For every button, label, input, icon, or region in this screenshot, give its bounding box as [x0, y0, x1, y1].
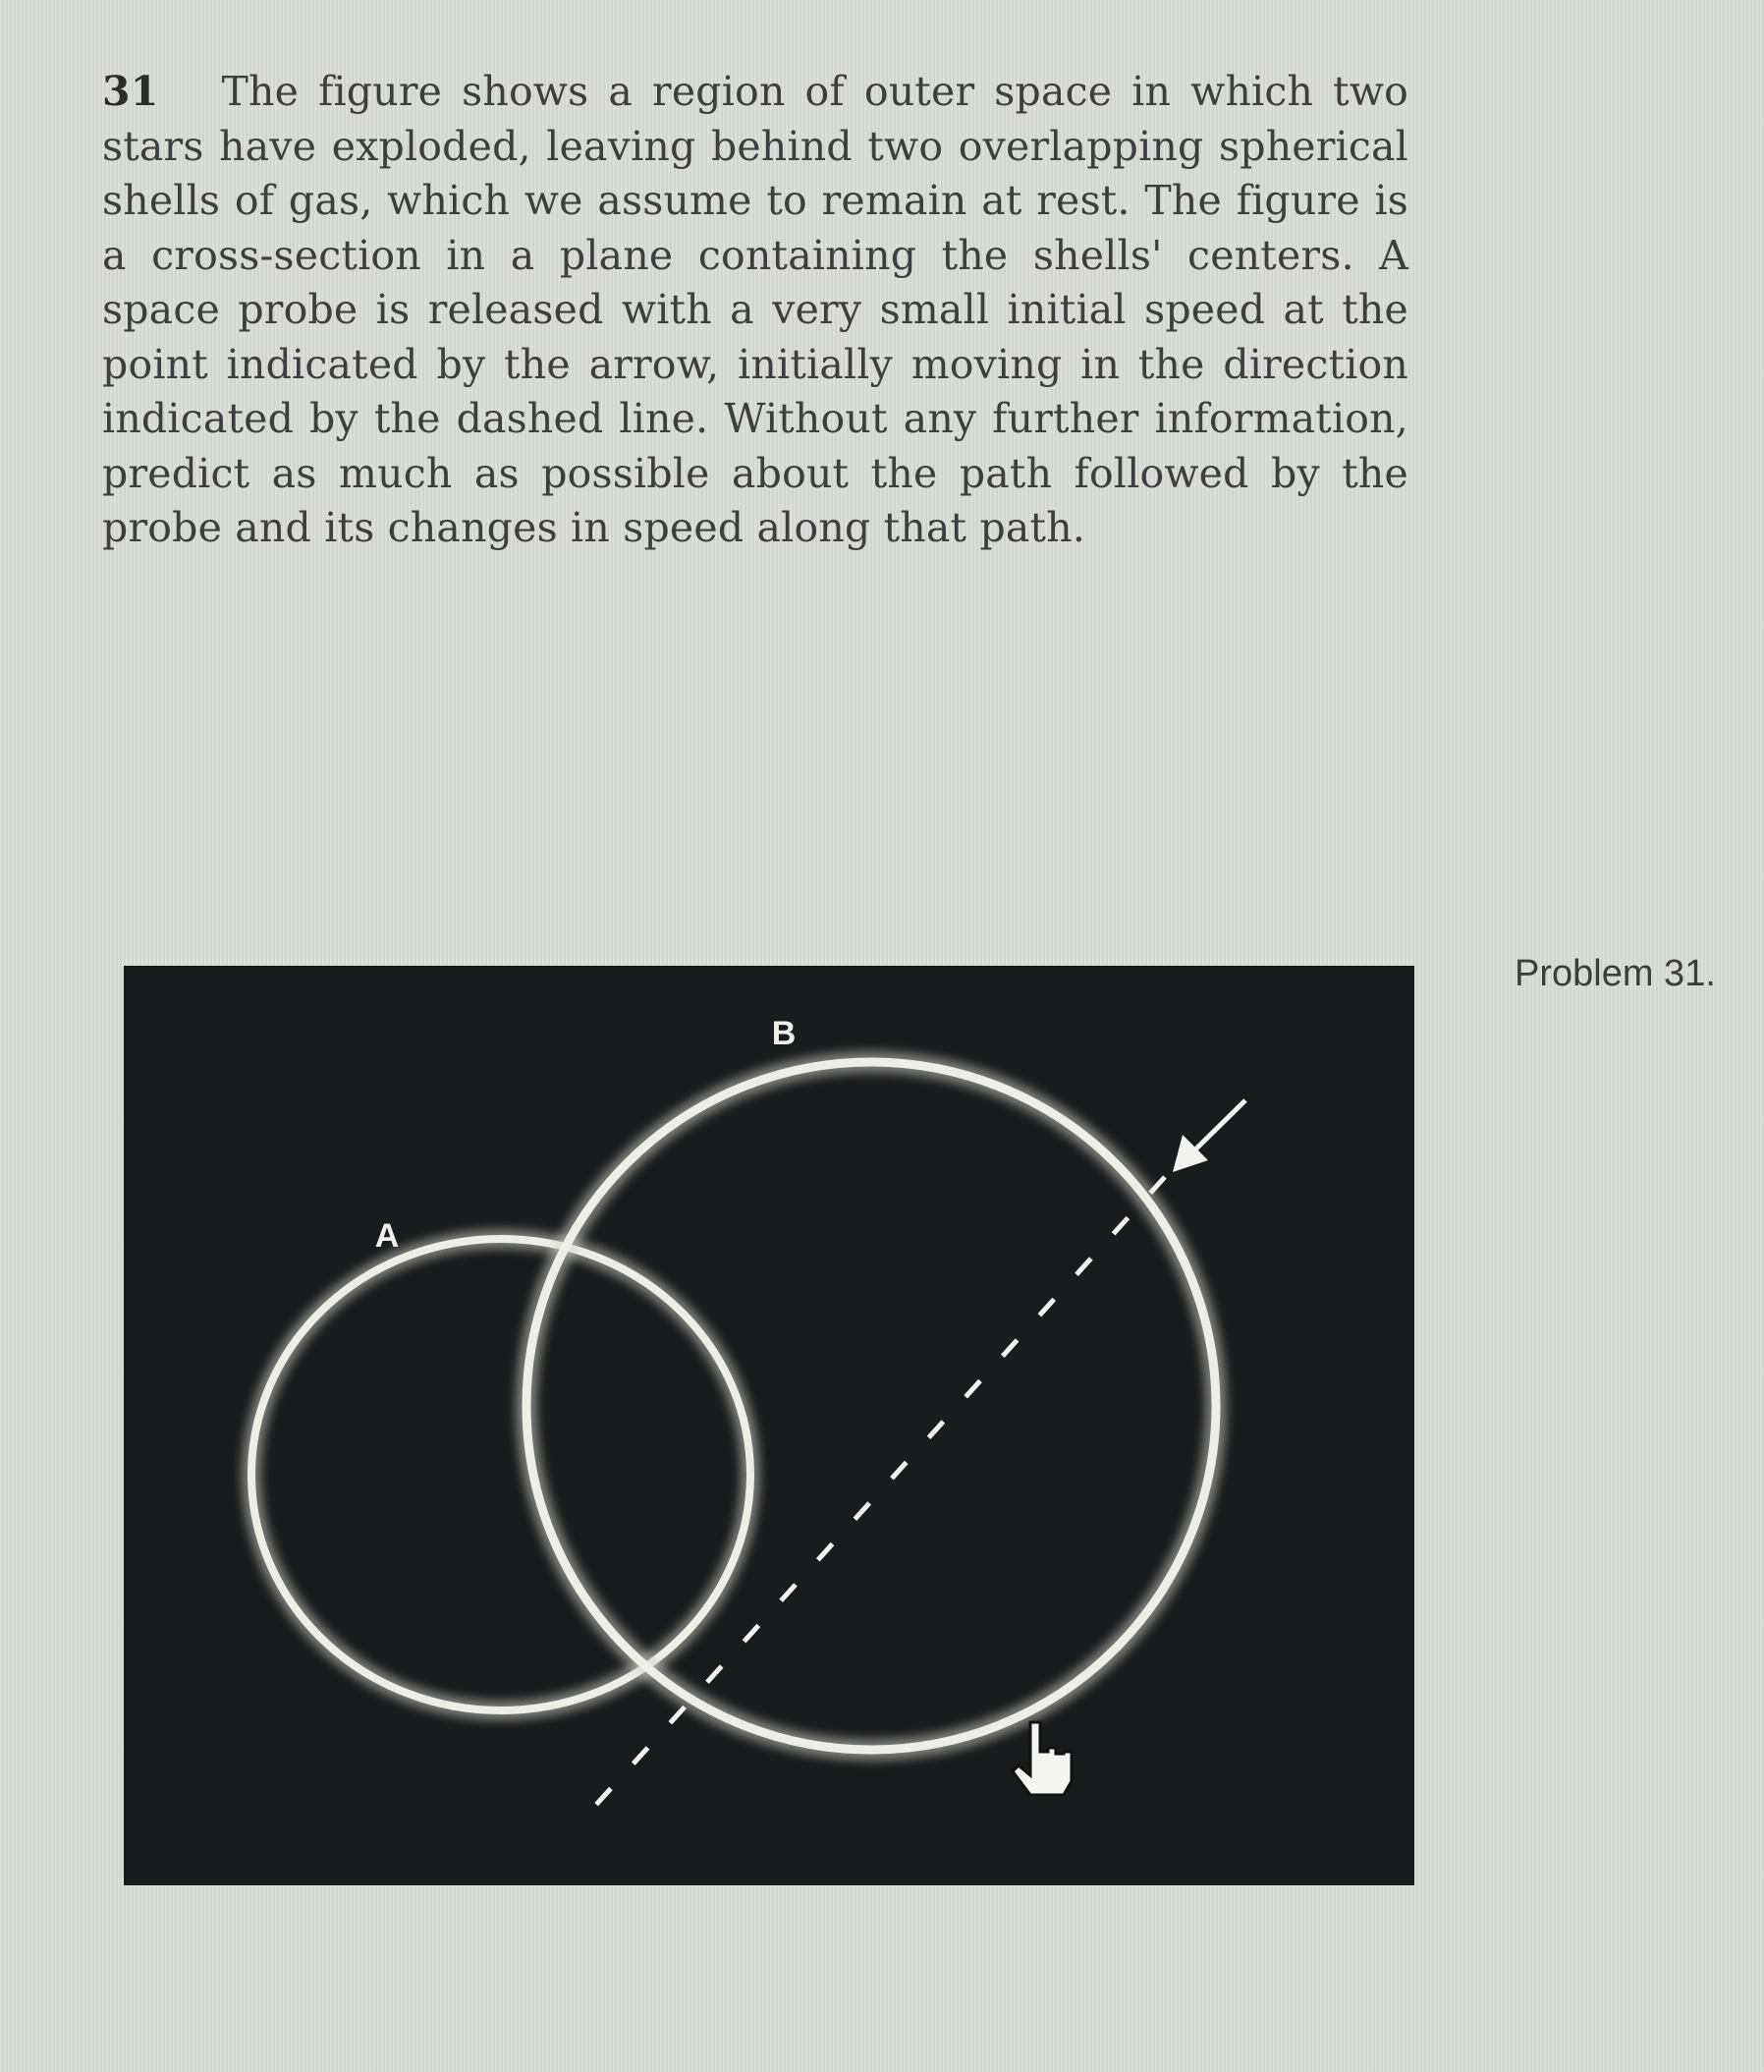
- label-a: A: [374, 1217, 400, 1255]
- hand-cursor-icon: [1013, 1722, 1072, 1795]
- problem-text: The figure shows a region of outer space in which two stars have exploded, leaving behind two overlapping spherical shells of gas, which we assume to remain at rest. The figure is a cross-section in a plane containing the shells' centers. A space probe is released with a very small initial speed at the point indicated by the arrow, initially moving in the direction indicated by the dashed line. Without any further information, predict as much as possible about the path followed by the probe and its changes in speed along that path.: [102, 68, 1408, 551]
- label-b: B: [771, 1015, 797, 1052]
- figure-caption: Problem 31.: [1515, 953, 1716, 994]
- shell-a: [251, 1239, 750, 1710]
- release-arrow-icon: [1173, 1100, 1245, 1172]
- figure-drawing: [124, 966, 1414, 1885]
- problem-number: 31: [102, 68, 159, 115]
- problem-statement: [102, 65, 1408, 556]
- probe-path-dashed-line: [595, 1177, 1165, 1806]
- shell-b: [526, 1062, 1216, 1750]
- gas-shells-figure: [124, 966, 1414, 1885]
